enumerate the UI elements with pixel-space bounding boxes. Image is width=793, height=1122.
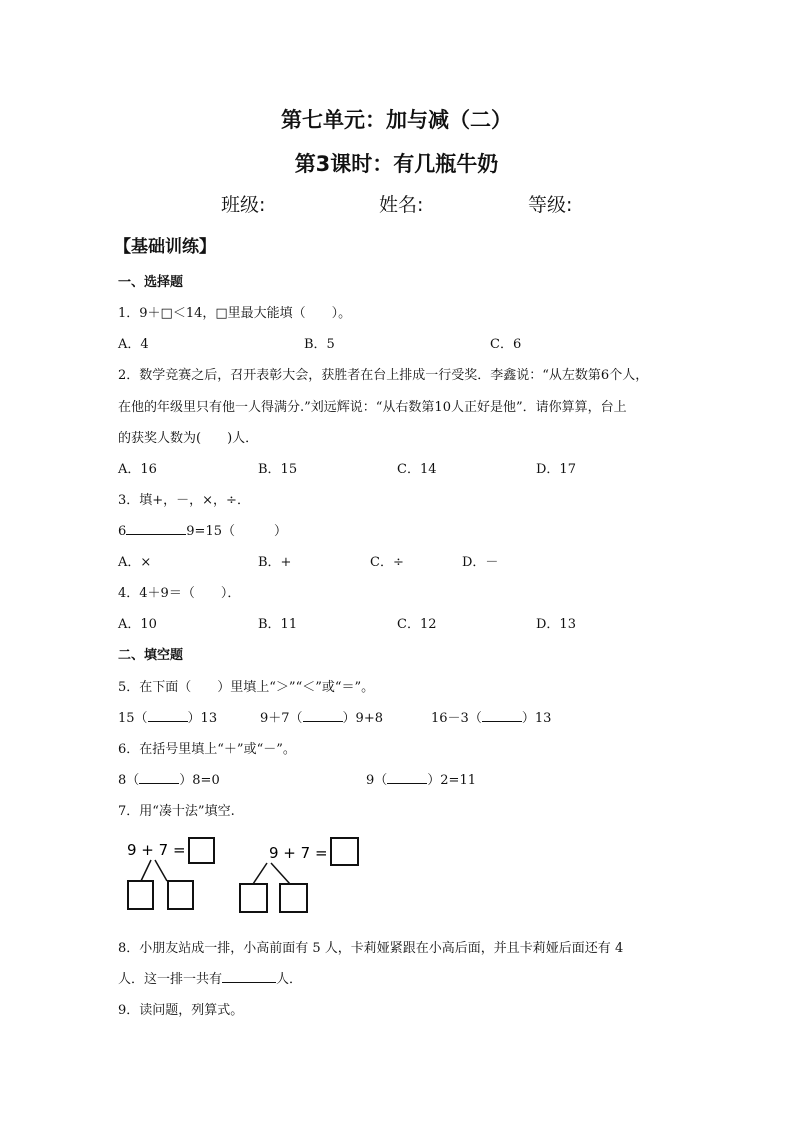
question-5: 5．在下面（ ）里填上“＞”“＜”或“＝”。 [118, 680, 375, 695]
diagram-2-split-box-left[interactable] [240, 884, 267, 912]
class-label: 班级: [221, 194, 266, 216]
question-3: 3．填+，－，×，÷． [118, 493, 250, 508]
question-6: 6．在括号里填上“＋”或“－”。 [118, 742, 296, 757]
question-9: 9．读问题，列算式。 [118, 1003, 244, 1018]
question-8-line2 [118, 968, 302, 987]
q5-item-3-blank[interactable] [482, 721, 522, 722]
q1-option-c: C．6 [490, 337, 522, 352]
diagram-2-split-box-right[interactable] [280, 884, 307, 912]
part-heading-fill: 二、填空题 [118, 648, 184, 663]
make-ten-diagram-2 [240, 838, 358, 912]
section-heading: 【基础训练】 [114, 237, 216, 257]
q5-item-3-left: 16－3（ [431, 711, 482, 726]
question-8-line1: 8．小朋友站成一排，小高前面有 5 人，卡莉娅紧跟在小高后面，并且卡莉娅后面还有 4 [118, 941, 624, 956]
q4-option-c: C．12 [397, 617, 437, 632]
q6-item-1 [118, 769, 220, 788]
q5-item-1-left: 15（ [118, 711, 148, 726]
q3-option-a: A．× [118, 555, 152, 570]
diagram-2-branch-left [253, 863, 267, 884]
q5-item-3-right: ）13 [521, 711, 552, 726]
question-2-line2: 在他的年级里只有他一人得满分.”刘远辉说：“从右数第10人正好是他”．请你算算，台上 [118, 400, 627, 415]
q5-item-2-left: 9＋7（ [260, 711, 303, 726]
question-7: 7．用“凑十法”填空. [118, 804, 235, 819]
q8-line2-left: 人．这一排一共有 [118, 972, 223, 987]
q5-item-2-right: ）9+8 [342, 711, 383, 726]
q2-option-a: A．16 [118, 462, 157, 477]
part-heading-choice: 一、选择题 [118, 275, 184, 290]
grade-label: 等级: [528, 194, 573, 216]
q6-item-1-blank[interactable] [139, 783, 179, 784]
diagram-2-branch-right [271, 863, 290, 884]
make-ten-diagram-1 [127, 838, 214, 909]
diagram-1-split-box-right[interactable] [168, 881, 193, 909]
q6-item-2 [366, 769, 476, 788]
question-3-equation [118, 520, 287, 539]
q1-option-b: B．5 [304, 337, 335, 352]
q2-option-b: B．15 [258, 462, 298, 477]
question-4: 4．4＋9＝（ ）． [118, 586, 241, 601]
q4-option-a: A．10 [118, 617, 157, 632]
question-2-line3: 的获奖人数为( )人． [118, 431, 259, 446]
diagram-1-branch-right [155, 860, 167, 881]
q6-item-2-left: 9（ [366, 773, 388, 788]
q6-item-1-left: 8（ [118, 773, 140, 788]
diagram-2-sum-box[interactable] [331, 838, 358, 865]
q6-item-2-right: ）2=11 [427, 773, 476, 788]
q2-option-c: C．14 [397, 462, 437, 477]
q4-option-b: B．11 [258, 617, 298, 632]
page-title: 第七单元：加与减（二） [281, 108, 512, 132]
q6-item-2-blank[interactable] [387, 783, 427, 784]
q5-item-1-blank[interactable] [148, 721, 188, 722]
name-label: 姓名: [379, 194, 424, 216]
q3-eq-left: 6 [118, 524, 127, 539]
page-subtitle: 第3课时：有几瓶牛奶 [294, 152, 499, 176]
q3-option-c: C．÷ [370, 555, 404, 570]
q2-option-d: D．17 [536, 462, 576, 477]
q1-option-a: A．4 [118, 337, 149, 352]
q8-answer-blank[interactable] [222, 982, 276, 983]
q3-option-b: B．+ [258, 555, 292, 570]
q3-answer-blank[interactable] [126, 534, 186, 535]
q3-option-d: D．－ [462, 555, 499, 570]
question-2-line1: 2．数学竞赛之后，召开表彰大会，获胜者在台上排成一行受奖．李鑫说：“从左数第6个人， [118, 368, 649, 383]
q5-item-1-right: ）13 [187, 711, 218, 726]
diagram-2-equation: 9 + 7 = [269, 844, 328, 862]
q6-item-1-right: ）8=0 [179, 773, 220, 788]
diagram-1-split-box-left[interactable] [128, 881, 153, 909]
q5-item-1 [118, 707, 217, 726]
q4-option-d: D．13 [536, 617, 576, 632]
diagram-1-sum-box[interactable] [189, 838, 214, 863]
q5-item-2-blank[interactable] [303, 721, 343, 722]
make-ten-diagrams [118, 833, 368, 915]
diagram-1-branch-left [141, 860, 151, 881]
q8-line2-right: 人． [276, 972, 303, 987]
diagram-1-equation: 9 + 7 = [127, 841, 186, 859]
question-1: 1．9＋□＜14，□里最大能填（ ）。 [118, 306, 352, 321]
q5-item-3 [431, 707, 551, 726]
q5-item-2 [260, 707, 383, 726]
q3-eq-right: 9=15（ ） [186, 524, 287, 539]
